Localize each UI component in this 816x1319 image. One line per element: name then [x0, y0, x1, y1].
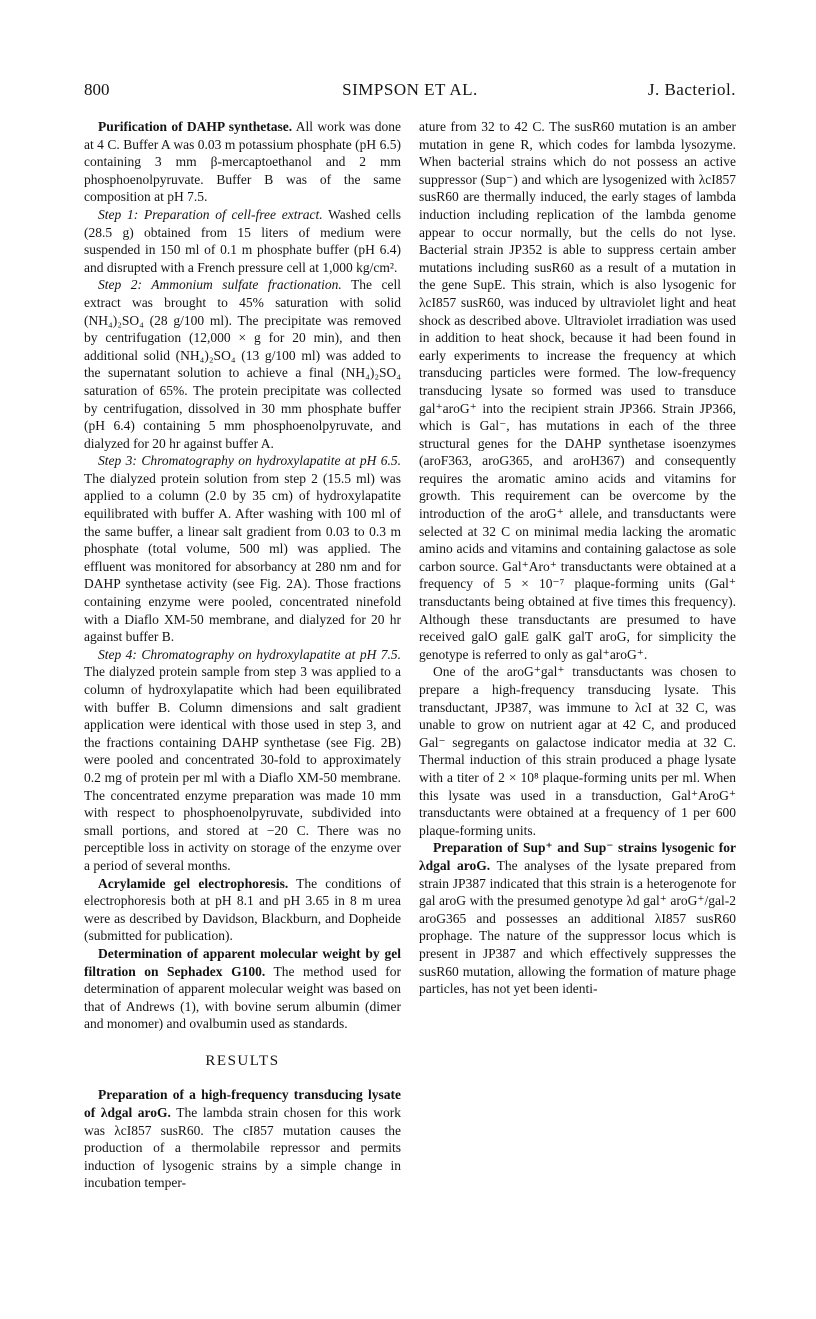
- journal-name: J. Bacteriol.: [647, 80, 736, 99]
- gel-text: The conditions of electrophoresis both at pH 8.1 and pH 3.65 in 8 m urea were as described by Davidson, Blackburn, and Dopheide (submitted for publication).: [84, 875, 401, 944]
- step4-heading: Step 4: Chromatography on hydroxylapatite at pH 7.5.: [98, 646, 401, 662]
- right-column: [419, 118, 736, 998]
- purification-text: All work was done at 4 C. Buffer A was 0.03 m potassium phosphate (pH 6.5) containing 3 mm β-mercaptoethanol and 2 mm phosphoenolpyruvate. Buffer B was of the same composition at pH 7.5.: [84, 119, 401, 205]
- purification-heading: Purification of DAHP synthetase.: [98, 119, 293, 134]
- step2-paragraph: [84, 276, 401, 452]
- step2-text: The cell extract was brought to 45% saturation with solid (NH₄)₂SO₄ (28 g/100 ml). The precipitate was removed by centrifugation (12,000 × g for 20 min), and then additional solid (NH₄)₂SO₄ (13 g/100 ml) was added to the supernatant solution to achieve a final (NH₄)₂SO₄ saturation of 65%. The protein precipitate was collected by centrifugation, dissolved in 30 mm phosphate buffer (pH 6.4) containing 5 mm phosphoenolpyruvate, and dialyzed for 20 hr against buffer A.: [84, 277, 401, 451]
- step1-text: Washed cells (28.5 g) obtained from 15 liters of medium were suspended in 150 ml of 0.1 m phosphate buffer (pH 6.4) and disrupted with a French pressure cell at 1,000 kg/cm².: [84, 206, 401, 275]
- step4-text: The dialyzed protein sample from step 3 was applied to a column of hydroxylapatite which had been equilibrated with buffer B. Column dimensions and salt gradient application were identical with those used in step 3, and the fractions containing DAHP synthetase (see Fig. 2B) were pooled and concentrated 30-fold to approximately 0.2 mg of protein per ml with a Diaflo XM-50 membrane. The concentrated enzyme preparation was made 10 mm with respect to phosphoenolpyruvate, subdivided into small portions, and stored at −20 C. There was no perceptible loss in activity on storage of the enzyme over a period of several months.: [84, 664, 401, 873]
- mw-heading: Determination of apparent molecular weight by gel filtration on Sephadex G100.: [84, 945, 401, 979]
- results-paragraph: [84, 1086, 401, 1192]
- step1-paragraph: [84, 206, 401, 276]
- step3-text: The dialyzed protein solution from step 2 (15.5 ml) was applied to a column (2.0 by 35 cm) of hydroxylapatite equilibrated with buffer A. After washing with 100 ml of the same buffer, a linear salt gradient from 0.03 to 0.3 m phosphate (total volume, 500 ml) was applied. The effluent was monitored for absorbancy at 280 nm and for DAHP synthetase activity (see Fig. 2A). Those fractions containing enzyme were pooled, concentrated ninefold with a Diaflo XM-50 membrane, and dialyzed for 20 hr against buffer B.: [84, 470, 401, 645]
- suppressor-heading: Preparation of Sup⁺ and Sup⁻ strains lysogenic for λdgal aroG.: [419, 840, 736, 873]
- running-header: [84, 80, 736, 102]
- step4-paragraph: [84, 646, 401, 875]
- step2-heading: Step 2: Ammonium sulfate fractionation.: [98, 277, 342, 293]
- step1-heading: Step 1: Preparation of cell-free extract.: [98, 206, 323, 222]
- suppressor-paragraph: [419, 839, 736, 997]
- mw-paragraph: [84, 945, 401, 1033]
- gel-paragraph: [84, 875, 401, 945]
- suppressor-text: The analyses of the lysate prepared from strain JP387 indicated that this strain is a heterogenote for gal aroG with the presumed genotype λd gal⁺ aroG⁺/gal-2 aroG365 and possesses an additional λI857 susR60 prophage. The nature of the suppressor locus which is present in JP387 and which effectively suppresses the susR60 mutation, allowing the formation of mature phage particles, has not yet been identi-: [419, 857, 737, 997]
- step3-heading: Step 3: Chromatography on hydroxylapatite at pH 6.5.: [98, 453, 401, 469]
- page-number: 800: [84, 80, 110, 99]
- mw-text: The method used for determination of apparent molecular weight was based on that of Andrews (1), with bovine serum albumin (dimer and monomer) and ovalbumin used as standards.: [84, 963, 401, 1032]
- results-text: The lambda strain chosen for this work was λcI857 susR60. The cI857 mutation causes the production of a thermolabile repressor and permits induction of lysogenic strains by a simple change in incubation temper-: [84, 1105, 401, 1191]
- transductant-paragraph: One of the aroG⁺gal⁺ transductants was chosen to prepare a high-frequency transducing lysate. This transductant, JP387, was immune to λcI at 32 C, was unable to grow on nutrient agar at 42 C, and produced Gal⁻ segregants on galactose indicator media at 32 C. Thermal induction of this strain produced a phage lysate with a titer of 2 × 10⁸ plaque-forming units per ml. When this lysate was used in a transduction, Gal⁺AroG⁺ transductants were obtained at a frequency of 1 per 600 plaque-forming units.: [419, 664, 736, 838]
- left-column: [84, 118, 401, 1192]
- results-section-title: RESULTS: [205, 1052, 280, 1069]
- continuation-paragraph: ature from 32 to 42 C. The susR60 mutation is an amber mutation in gene R, which codes for lambda lysozyme. When bacterial strains which do not possess an active suppressor (Sup⁻) and which are lysogenized with λcI857 susR60 are thermally induced, the early stages of lambda induction including replication of the lambda genome appear to occur normally, but the cells do not lyse. Bacterial strain JP352 is able to suppress certain amber mutations including susR60 as a result of a mutation in the gene SupE. This strain, which is also lysogenic for λcI857 susR60, was induced by ultraviolet light and heat shock as described above. Ultraviolet irradiation was used in addition to heat shock, because it had been found in early experiments to increase the frequency at which transducing particles were formed. The low-frequency transducing lysate so formed was used to transduce gal⁺aroG⁺ into the recipient strain JP366. Strain JP366, which is Gal⁻, has mutations in each of the three structural genes for the DAHP synthetase isoenzymes (aroF363, aroG365, and aroH367) and consequently requires the aromatic amino acids and vitamins for growth. This requirement can be overcome by the introduction of the aroG⁺ allele, and transductants were selected at 32 C on minimal media lacking the aromatic amino acids and vitamins and containing galactose as sole carbon source. Gal⁺Aro⁺ transductants were obtained at a frequency of 5 × 10⁻⁷ plaque-forming units (Gal⁺ transductants being obtained at five times this frequency). Although these transductants are presumed to have received galO galE galK galT aroG, for simplicity the genotype is referred to only as gal⁺aroG⁺.: [419, 119, 736, 662]
- gel-heading: Acrylamide gel electrophoresis.: [98, 875, 289, 891]
- purification-paragraph: [84, 118, 401, 206]
- step3-paragraph: [84, 452, 401, 646]
- running-authors: SIMPSON ET AL.: [342, 80, 478, 99]
- results-heading: Preparation of a high-frequency transducing lysate of λdgal aroG.: [84, 1087, 401, 1121]
